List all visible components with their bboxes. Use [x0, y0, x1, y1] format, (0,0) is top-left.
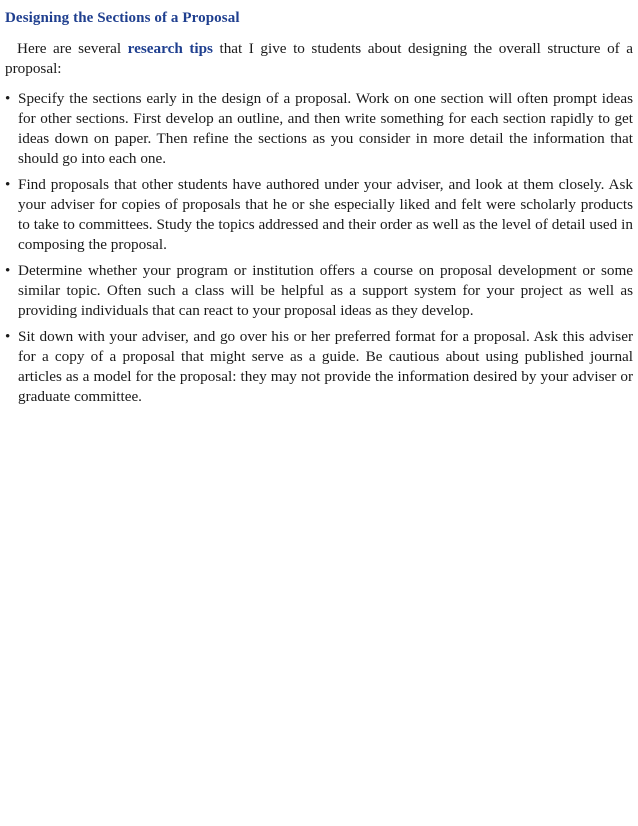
tip-item	[5, 89, 633, 169]
intro-text-before: Here are several	[17, 40, 128, 57]
bullet-icon: •	[5, 176, 11, 193]
tip-item	[5, 175, 633, 255]
tip-text: Determine whether your program or institution offers a course on proposal development or some similar topic. Often such a class will be helpful as a support system for your project as well as providing individuals that can react to your proposal ideas as they develop.	[18, 262, 633, 319]
bullet-icon: •	[5, 328, 11, 345]
intro-paragraph	[5, 39, 633, 79]
bullet-icon: •	[5, 90, 11, 107]
research-tips-highlight: research tips	[127, 40, 213, 57]
tip-item	[5, 261, 633, 321]
tip-item	[5, 327, 633, 407]
tip-text: Specify the sections early in the design of a proposal. Work on one section will often prompt ideas for other sections. First develop an outline, and then write something for each section rapidly to get ideas down on paper. Then refine the sections as you consider in more detail the information that should go into each one.	[18, 90, 633, 167]
section-heading: Designing the Sections of a Proposal	[5, 10, 240, 26]
tip-text: Find proposals that other students have authored under your adviser, and look at them closely. Ask your adviser for copies of proposals that he or she especially liked and felt were scholarly products to take to committees. Study the topics addressed and their order as well as the level of detail used in composing the proposal.	[18, 176, 633, 253]
bullet-icon: •	[5, 262, 11, 279]
intro-text-after: that I give to students about designing the overall structure of a proposal:	[5, 40, 633, 77]
tip-text: Sit down with your adviser, and go over his or her preferred format for a proposal. Ask this adviser for a copy of a proposal that might serve as a guide. Be cautious about using published journal articles as a model for the proposal: they may not provide the information desired by your adviser or graduate committee.	[18, 328, 633, 405]
tips-list	[5, 89, 633, 407]
